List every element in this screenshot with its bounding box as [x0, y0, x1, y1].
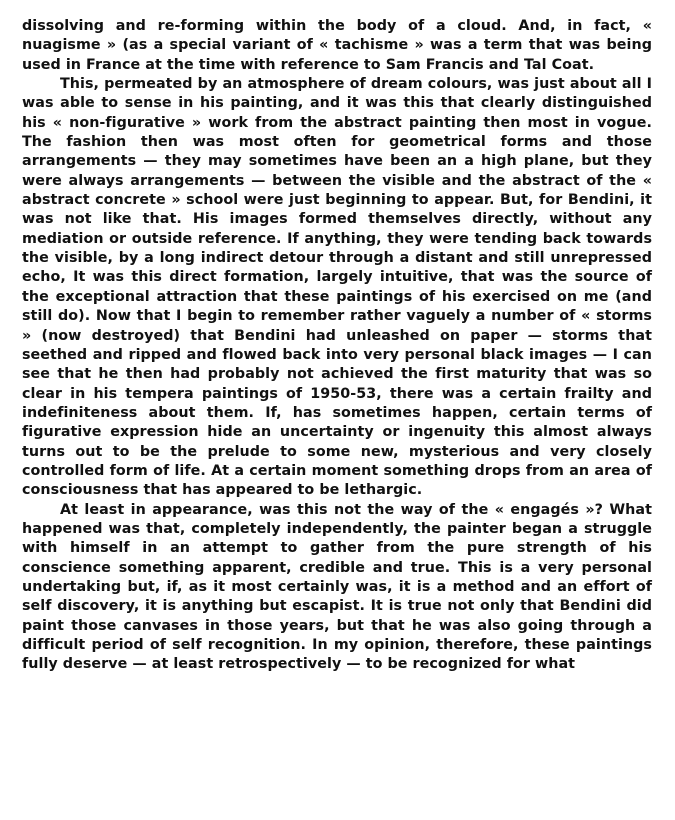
paragraph-2: This, permeated by an atmosphere of dream colours, was just about all I was able to sense in his painting, and it was this that clearly distinguished his « non-figurative » work from the abstract painting then most in vogue. The fashion then was most often for geometrical forms and those arrangements — they may sometimes have been an a high plane, but they were always arrangements — between the visible and the abstract of the « abstract concrete » school were just beginning to appear. But, for Bendini, it was not like that. His images formed themselves directly, without any mediation or outside reference. If anything, they were tending back towards the visible, by a long indirect detour through a distant and still unrepressed echo, It was this direct formation, largely intuitive, that was the source of the exceptional attraction that these paintings of his exercised on me (and still do). Now that I begin to remember rather vaguely a number of « storms » (now destroyed) that Bendini had unleashed on paper — storms that seethed and ripped and flowed back into very personal black images — I can see that he then had probably not achieved the first maturity that was so clear in his tempera paintings of 1950-53, there was a certain frailty and indefiniteness about them. If, has sometimes happen, certain terms of figurative expression hide an uncertainty or ingenuity this almost always turns out to be the prelude to some new, mysterious and very closely controlled form of life. At a certain moment something drops from an area of consciousness that has appeared to be lethargic. — [22, 76, 652, 499]
paragraph-3: At least in appearance, was this not the way of the « engagés »? What happened was that, completely independently, the painter began a struggle with himself in an attempt to gather from the pure strength of his conscience something apparent, credible and true. This is a very personal undertaking but, if, as it most certainly was, it is a method and an effort of self discovery, it is anything but escapist. It is true not only that Bendini did paint those canvases in those years, but that he was also going through a difficult period of self recognition. In my opinion, therefore, these paintings fully deserve — at least retrospectively — to be recognized for what — [22, 501, 652, 673]
document-page — [22, 17, 652, 675]
paragraph-1: dissolving and re-forming within the body of a cloud. And, in fact, « nuagisme » (as a special variant of « tachisme » was a term that was being used in France at the time with reference to Sam Francis and Tal Coat. — [22, 18, 652, 73]
